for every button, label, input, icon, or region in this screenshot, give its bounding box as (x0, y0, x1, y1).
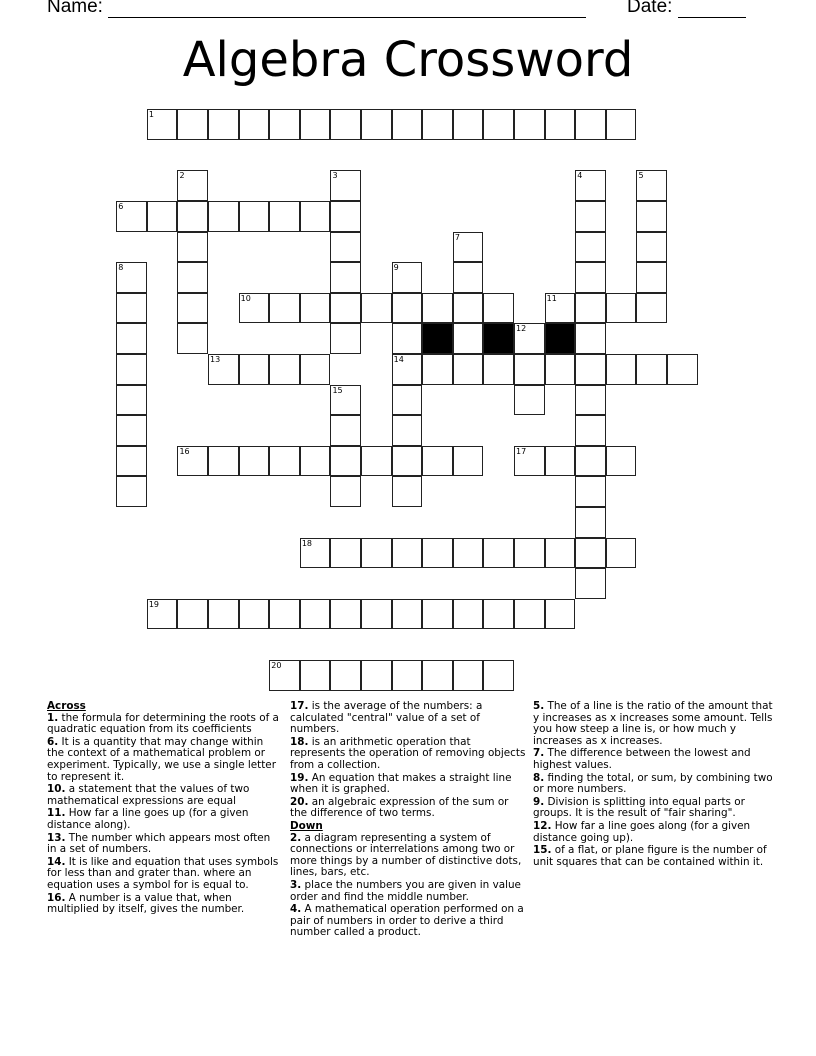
clue-number: 19. (290, 771, 309, 784)
letter-cell[interactable] (575, 476, 606, 507)
down-clue (290, 880, 526, 903)
letter-cell[interactable] (606, 446, 637, 477)
letter-cell[interactable] (361, 446, 392, 477)
letter-cell[interactable] (392, 599, 423, 630)
clue-number: 6. (47, 735, 59, 748)
letter-cell[interactable] (606, 109, 637, 140)
letter-cell[interactable] (300, 109, 331, 140)
across-clue (290, 737, 526, 772)
letter-cell[interactable] (453, 660, 484, 691)
across-heading: Across (47, 700, 86, 712)
cell-number: 1 (148, 110, 154, 120)
letter-cell[interactable] (392, 476, 423, 507)
cell-number: 16 (179, 446, 190, 456)
letter-cell[interactable] (116, 293, 147, 324)
clue-text: It is like and equation that uses symbols for less than and grater than. where an equation uses a symbol for is equal to. (47, 855, 279, 891)
clue-text: The difference between the lowest and highest values. (533, 747, 751, 771)
letter-cell[interactable] (545, 599, 576, 630)
clue-number: 12. (533, 819, 552, 832)
clue-number: 10. (47, 783, 66, 796)
letter-cell[interactable] (392, 109, 423, 140)
letter-cell[interactable] (300, 538, 331, 569)
across-clue (47, 713, 279, 736)
letter-cell[interactable] (392, 323, 423, 354)
letter-cell[interactable] (116, 446, 147, 477)
cell-number: 19 (148, 599, 160, 609)
clue-number: 11. (47, 807, 66, 820)
clue-text: place the numbers you are given in value order and find the middle number. (290, 878, 521, 903)
letter-cell[interactable] (606, 354, 637, 385)
letter-cell[interactable] (300, 446, 331, 477)
clue-number: 20. (290, 795, 309, 808)
letter-cell[interactable] (422, 109, 453, 140)
clue-text: It is a quantity that may change within the context of a mathematical problem or experiment. Typically, we use a single letter to represent it. (47, 735, 276, 783)
cell-number: 6 (118, 202, 124, 212)
letter-cell[interactable] (483, 660, 514, 691)
letter-cell[interactable] (239, 293, 270, 324)
letter-cell[interactable] (208, 109, 239, 140)
across-clue (290, 797, 526, 820)
letter-cell[interactable] (239, 599, 270, 630)
letter-cell[interactable] (453, 232, 484, 263)
clue-text: The number which appears most often in a set of numbers. (47, 831, 271, 856)
letter-cell[interactable] (575, 262, 606, 293)
clue-text: an algebraic expression of the sum or the difference of two terms. (290, 795, 509, 820)
letter-cell[interactable] (330, 323, 361, 354)
letter-cell[interactable] (330, 415, 361, 446)
letter-cell[interactable] (483, 293, 514, 324)
letter-cell[interactable] (300, 660, 331, 691)
cell-number: 12 (516, 324, 527, 334)
letter-cell[interactable] (269, 201, 300, 232)
down-clue (290, 904, 526, 939)
letter-cell[interactable] (239, 354, 270, 385)
clue-number: 2. (290, 831, 302, 844)
letter-cell[interactable] (177, 262, 208, 293)
letter-cell[interactable] (575, 446, 606, 477)
letter-cell[interactable] (330, 538, 361, 569)
clue-number: 17. (290, 700, 309, 712)
clue-number: 8. (533, 771, 545, 784)
cell-number: 9 (393, 263, 399, 273)
clue-number: 9. (533, 795, 545, 808)
cell-number: 17 (516, 446, 527, 456)
letter-cell[interactable] (483, 599, 514, 630)
letter-cell[interactable] (545, 293, 576, 324)
letter-cell[interactable] (300, 599, 331, 630)
clues-column-1 (47, 701, 279, 917)
cell-number: 2 (179, 171, 185, 181)
down-clue (533, 797, 773, 820)
letter-cell[interactable] (606, 293, 637, 324)
page-title: Algebra Crossword (182, 32, 634, 88)
letter-cell[interactable] (239, 201, 270, 232)
down-heading: Down (290, 819, 323, 832)
cell-number: 4 (577, 171, 583, 181)
letter-cell[interactable] (636, 262, 667, 293)
letter-cell[interactable] (392, 446, 423, 477)
letter-cell[interactable] (636, 201, 667, 232)
cell-number: 8 (118, 263, 124, 273)
letter-cell[interactable] (575, 201, 606, 232)
letter-cell[interactable] (636, 293, 667, 324)
across-clue (47, 833, 279, 856)
letter-cell[interactable] (575, 538, 606, 569)
letter-cell[interactable] (392, 538, 423, 569)
letter-cell[interactable] (392, 660, 423, 691)
letter-cell[interactable] (514, 323, 545, 354)
date-label: Date: (627, 0, 673, 17)
clue-text: finding the total, or sum, by combining two or more numbers. (533, 771, 773, 796)
clue-text: An equation that makes a straight line when it is graphed. (290, 771, 512, 796)
clue-text: is an arithmetic operation that represents the operation of removing objects from a collection. (290, 735, 526, 771)
letter-cell[interactable] (575, 232, 606, 263)
clue-number: 13. (47, 831, 66, 844)
letter-cell[interactable] (575, 568, 606, 599)
letter-cell[interactable] (483, 538, 514, 569)
clue-text: How far a line goes up (for a given distance along). (47, 807, 249, 831)
letter-cell[interactable] (545, 109, 576, 140)
clue-number: 5. (533, 700, 545, 712)
letter-cell[interactable] (116, 262, 147, 293)
letter-cell[interactable] (330, 201, 361, 232)
letter-cell[interactable] (269, 109, 300, 140)
across-clue (290, 701, 526, 736)
letter-cell[interactable] (514, 385, 545, 416)
letter-cell[interactable] (330, 660, 361, 691)
letter-cell[interactable] (208, 354, 239, 385)
cell-number: 14 (393, 355, 404, 365)
letter-cell[interactable] (453, 293, 484, 324)
letter-cell[interactable] (422, 446, 453, 477)
letter-cell[interactable] (606, 538, 637, 569)
letter-cell[interactable] (392, 262, 423, 293)
letter-cell[interactable] (575, 109, 606, 140)
cell-number: 7 (454, 232, 460, 242)
letter-cell[interactable] (330, 476, 361, 507)
letter-cell[interactable] (575, 415, 606, 446)
black-square (545, 323, 576, 354)
letter-cell[interactable] (177, 323, 208, 354)
letter-cell[interactable] (147, 599, 178, 630)
black-square (483, 323, 514, 354)
letter-cell[interactable] (300, 201, 331, 232)
letter-cell[interactable] (116, 476, 147, 507)
clue-text: a diagram representing a system of connections or interrelations among two or more things by a number of distinctive dots, lines, bars, etc. (290, 831, 522, 879)
letter-cell[interactable] (177, 232, 208, 263)
letter-cell[interactable] (422, 538, 453, 569)
letter-cell[interactable] (269, 293, 300, 324)
letter-cell[interactable] (330, 232, 361, 263)
letter-cell[interactable] (330, 170, 361, 201)
letter-cell[interactable] (269, 354, 300, 385)
letter-cell[interactable] (453, 538, 484, 569)
letter-cell[interactable] (361, 538, 392, 569)
letter-cell[interactable] (514, 354, 545, 385)
clue-text: Division is splitting into equal parts or groups. It is the result of "fair sharing". (533, 795, 745, 820)
letter-cell[interactable] (147, 109, 178, 140)
letter-cell[interactable] (422, 293, 453, 324)
clue-text: a statement that the values of two mathematical expressions are equal (47, 783, 250, 807)
letter-cell[interactable] (177, 170, 208, 201)
cell-number: 15 (332, 385, 343, 395)
letter-cell[interactable] (116, 354, 147, 385)
letter-cell[interactable] (667, 354, 698, 385)
letter-cell[interactable] (330, 109, 361, 140)
clue-number: 3. (290, 878, 302, 891)
down-clue (533, 701, 773, 747)
letter-cell[interactable] (269, 599, 300, 630)
letter-cell[interactable] (575, 170, 606, 201)
clue-number: 16. (47, 891, 66, 904)
letter-cell[interactable] (116, 201, 147, 232)
letter-cell[interactable] (575, 507, 606, 538)
clue-text: How far a line goes along (for a given distance going up). (533, 819, 751, 844)
letter-cell[interactable] (636, 354, 667, 385)
letter-cell[interactable] (147, 201, 178, 232)
letter-cell[interactable] (483, 354, 514, 385)
letter-cell[interactable] (453, 354, 484, 385)
clue-number: 4. (290, 903, 302, 916)
letter-cell[interactable] (177, 446, 208, 477)
clue-text: A mathematical operation performed on a pair of numbers in order to derive a third number called a product. (290, 903, 524, 939)
letter-cell[interactable] (575, 385, 606, 416)
across-clue (47, 857, 279, 892)
across-clue (290, 773, 526, 796)
letter-cell[interactable] (330, 385, 361, 416)
cell-number: 11 (546, 293, 557, 303)
down-clue (533, 821, 773, 844)
letter-cell[interactable] (514, 599, 545, 630)
clues-column-2 (290, 701, 526, 940)
letter-cell[interactable] (453, 109, 484, 140)
down-clue (533, 748, 773, 771)
cell-number: 5 (638, 171, 644, 181)
letter-cell[interactable] (575, 354, 606, 385)
across-clue (47, 808, 279, 831)
letter-cell[interactable] (177, 109, 208, 140)
letter-cell[interactable] (269, 446, 300, 477)
letter-cell[interactable] (177, 293, 208, 324)
letter-cell[interactable] (545, 446, 576, 477)
down-clue (533, 773, 773, 796)
clue-number: 14. (47, 855, 66, 868)
letter-cell[interactable] (514, 446, 545, 477)
letter-cell[interactable] (636, 232, 667, 263)
clue-number: 18. (290, 735, 309, 748)
cell-number: 18 (301, 538, 313, 548)
clue-text: the formula for determining the roots of a quadratic equation from its coefficients (47, 711, 279, 736)
across-clue (47, 893, 279, 916)
clue-text: The of a line is the ratio of the amount that y increases as x increases some amount. Tells you how steep a line is, or how much y increases as x increases. (533, 700, 773, 747)
letter-cell[interactable] (453, 323, 484, 354)
letter-cell[interactable] (330, 599, 361, 630)
letter-cell[interactable] (575, 293, 606, 324)
letter-cell[interactable] (422, 660, 453, 691)
letter-cell[interactable] (636, 170, 667, 201)
letter-cell[interactable] (208, 599, 239, 630)
letter-cell[interactable] (116, 323, 147, 354)
letter-cell[interactable] (361, 660, 392, 691)
letter-cell[interactable] (177, 599, 208, 630)
across-clue (47, 737, 279, 783)
letter-cell[interactable] (239, 109, 270, 140)
letter-cell[interactable] (422, 354, 453, 385)
letter-cell[interactable] (392, 354, 423, 385)
letter-cell[interactable] (330, 293, 361, 324)
letter-cell[interactable] (453, 446, 484, 477)
letter-cell[interactable] (116, 385, 147, 416)
cell-number: 20 (271, 661, 282, 671)
cell-number: 13 (210, 355, 221, 365)
clue-number: 1. (47, 711, 59, 724)
cell-number: 10 (240, 293, 251, 303)
letter-cell[interactable] (545, 354, 576, 385)
letter-cell[interactable] (453, 599, 484, 630)
letter-cell[interactable] (300, 293, 331, 324)
letter-cell[interactable] (483, 109, 514, 140)
clue-text: of a flat, or plane figure is the number of unit squares that can be contained within it. (533, 844, 767, 868)
letter-cell[interactable] (422, 599, 453, 630)
letter-cell[interactable] (453, 262, 484, 293)
down-clue (533, 845, 773, 868)
letter-cell[interactable] (269, 660, 300, 691)
cell-number: 3 (332, 171, 338, 181)
across-clue (47, 784, 279, 807)
black-square (422, 323, 453, 354)
letter-cell[interactable] (361, 109, 392, 140)
letter-cell[interactable] (361, 599, 392, 630)
letter-cell[interactable] (575, 323, 606, 354)
clues-column-3 (533, 701, 773, 869)
letter-cell[interactable] (177, 201, 208, 232)
letter-cell[interactable] (392, 293, 423, 324)
letter-cell[interactable] (239, 446, 270, 477)
letter-cell[interactable] (514, 109, 545, 140)
letter-cell[interactable] (208, 201, 239, 232)
letter-cell[interactable] (116, 415, 147, 446)
letter-cell[interactable] (300, 354, 331, 385)
name-label: Name: (47, 0, 103, 17)
letter-cell[interactable] (514, 538, 545, 569)
letter-cell[interactable] (392, 385, 423, 416)
clue-number: 15. (533, 844, 552, 857)
letter-cell[interactable] (392, 415, 423, 446)
letter-cell[interactable] (208, 446, 239, 477)
down-clue (290, 833, 526, 879)
letter-cell[interactable] (330, 262, 361, 293)
clue-text: is the average of the numbers: a calculated "central" value of a set of numbers. (290, 700, 483, 736)
clue-text: A number is a value that, when multiplied by itself, gives the number. (47, 891, 245, 916)
letter-cell[interactable] (545, 538, 576, 569)
clue-number: 7. (533, 747, 545, 760)
letter-cell[interactable] (330, 446, 361, 477)
letter-cell[interactable] (361, 293, 392, 324)
